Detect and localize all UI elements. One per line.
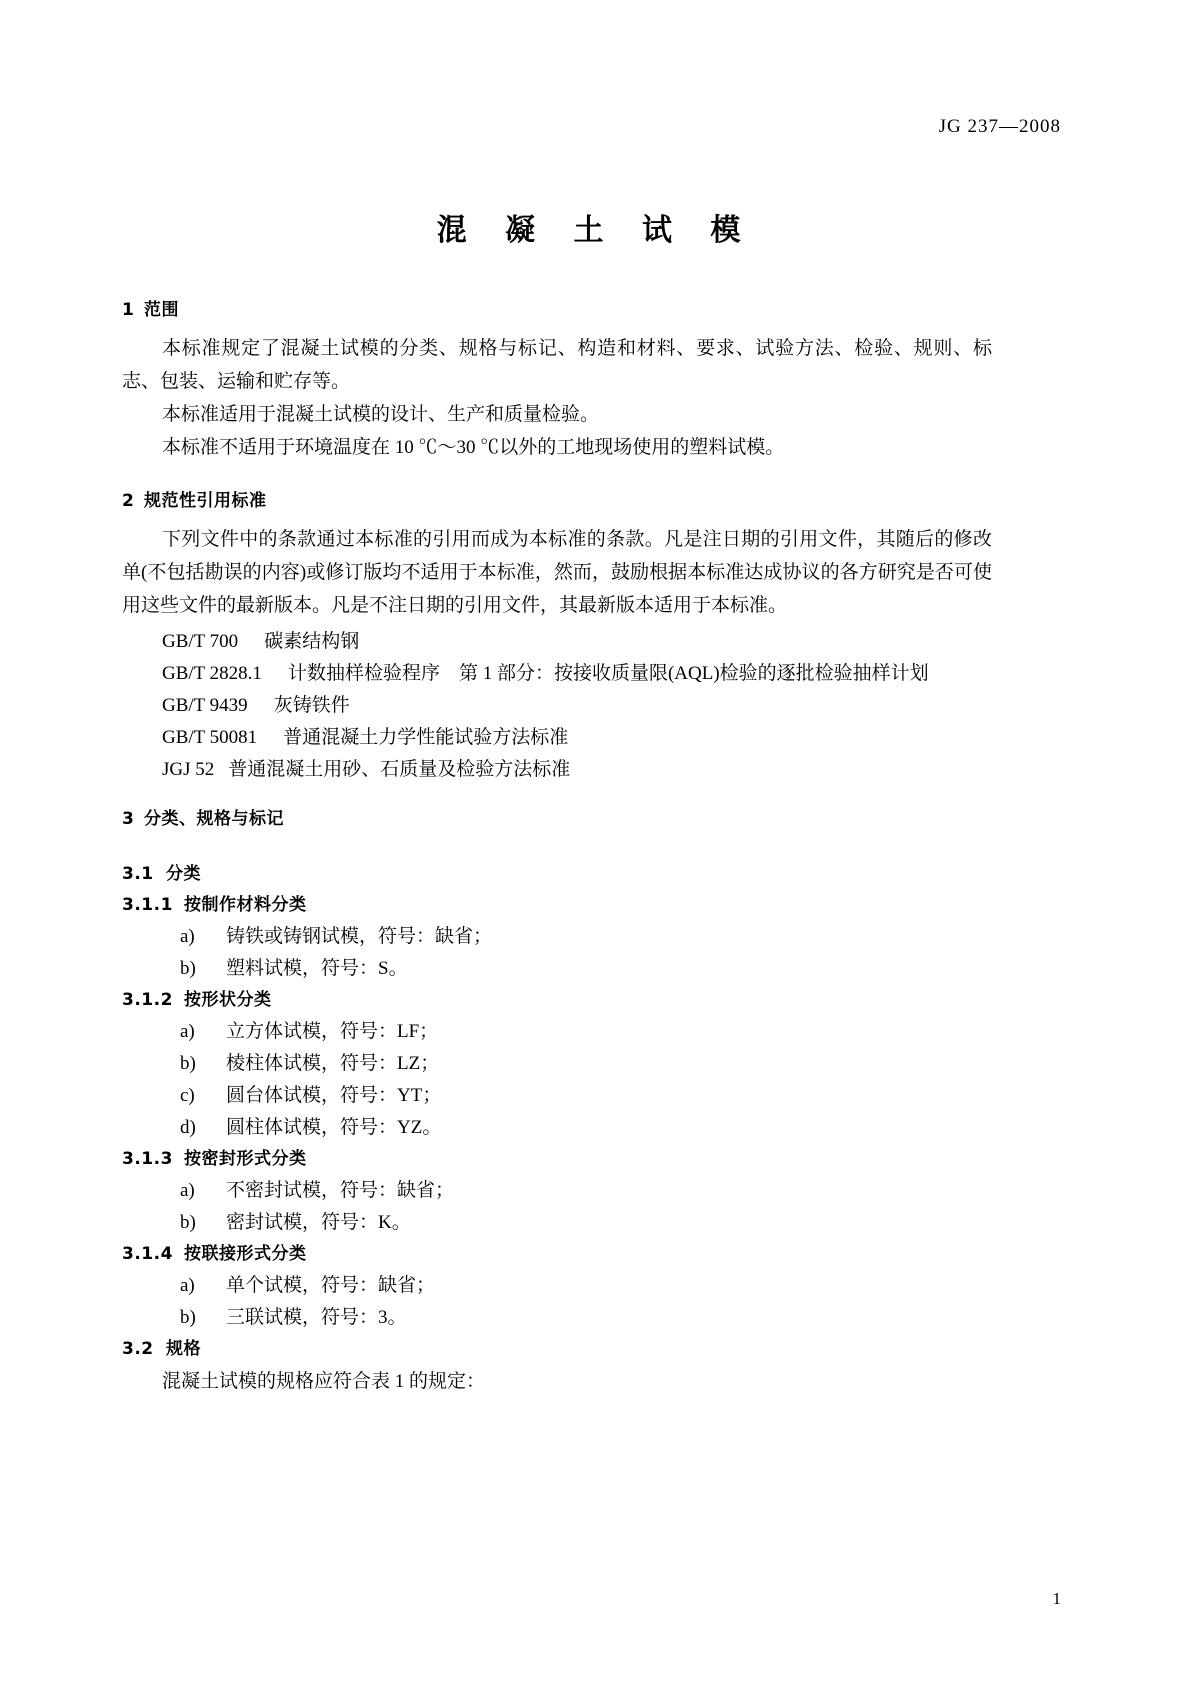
list-item bbox=[180, 1112, 992, 1144]
reference-item bbox=[162, 690, 992, 722]
list-item bbox=[180, 1080, 992, 1112]
list-item bbox=[180, 921, 992, 953]
list-item bbox=[180, 1207, 992, 1239]
document-content bbox=[122, 295, 992, 1398]
page-title: 混 凝 土 试 模 bbox=[436, 213, 755, 248]
list-item-label: b) bbox=[180, 1212, 196, 1233]
list-item-label: a) bbox=[180, 1180, 195, 1201]
section-title-3-1: 分类 bbox=[166, 864, 201, 884]
list-item-label: b) bbox=[180, 1053, 196, 1074]
section-heading-1 bbox=[122, 295, 992, 320]
section-title-1: 范围 bbox=[144, 300, 179, 320]
list-item-text: 立方体试模，符号：LF； bbox=[226, 1021, 439, 1042]
list-item bbox=[180, 1016, 992, 1048]
list-item-label: b) bbox=[180, 1307, 196, 1328]
list-item bbox=[180, 953, 992, 985]
section-title-3-1-2: 按形状分类 bbox=[184, 990, 272, 1010]
list-item-text: 三联试模，符号：3。 bbox=[226, 1307, 407, 1328]
section-number-3-2: 3.2 bbox=[122, 1339, 154, 1359]
section-heading-3-2 bbox=[122, 1334, 992, 1359]
list-item bbox=[180, 1048, 992, 1080]
list-item-text: 铸铁或铸钢试模，符号：缺省； bbox=[226, 926, 493, 947]
reference-name: 计数抽样检验程序 第 1 部分：按接收质量限(AQL)检验的逐批检验抽样计划 bbox=[287, 663, 929, 684]
reference-code: GB/T 50081 bbox=[162, 727, 258, 748]
reference-name: 灰铸铁件 bbox=[273, 695, 350, 716]
section-number-3: 3 bbox=[122, 809, 135, 829]
list-item-label: a) bbox=[180, 1021, 195, 1042]
reference-name: 普通混凝土力学性能试验方法标准 bbox=[283, 727, 569, 748]
reference-name: 碳素结构钢 bbox=[264, 631, 360, 652]
section-number-3-1-4: 3.1.4 bbox=[122, 1244, 173, 1264]
reference-item bbox=[162, 626, 992, 658]
reference-code: GB/T 9439 bbox=[162, 695, 248, 716]
list-item-label: c) bbox=[180, 1085, 195, 1106]
reference-code: GB/T 700 bbox=[162, 631, 239, 652]
reference-item bbox=[162, 658, 992, 690]
list-item bbox=[180, 1270, 992, 1302]
section-heading-3-1-2 bbox=[122, 985, 992, 1010]
reference-name: 普通混凝土用砂、石质量及检验方法标准 bbox=[228, 759, 571, 780]
section-number-1: 1 bbox=[122, 300, 135, 320]
list-item-label: d) bbox=[180, 1117, 196, 1138]
list-item-text: 圆台体试模，符号：YT； bbox=[226, 1085, 442, 1106]
section-title-3-1-1: 按制作材料分类 bbox=[184, 895, 307, 915]
section-title-3: 分类、规格与标记 bbox=[144, 809, 284, 829]
section-title-3-2: 规格 bbox=[166, 1339, 201, 1359]
list-item-text: 塑料试模，符号：S。 bbox=[226, 958, 408, 979]
section2-paragraph-1: 下列文件中的条款通过本标准的引用而成为本标准的条款。凡是注日期的引用文件，其随后的修改单(不包括勘误的内容)或修订版均不适用于本标准，然而，鼓励根据本标准达成协议的各方研究是否可使用这些文件的最新版本。凡是不注日期的引用文件，其最新版本适用于本标准。 bbox=[122, 529, 992, 616]
list-item-label: a) bbox=[180, 926, 195, 947]
section-heading-3 bbox=[122, 804, 992, 829]
list-item bbox=[180, 1175, 992, 1207]
section-heading-2 bbox=[122, 486, 992, 511]
reference-item bbox=[162, 722, 992, 754]
section-heading-3-1-4 bbox=[122, 1239, 992, 1264]
section1-paragraph-1: 本标准规定了混凝土试模的分类、规格与标记、构造和材料、要求、试验方法、检验、规则、标志、包装、运输和贮存等。 bbox=[122, 338, 992, 392]
section-heading-3-1 bbox=[122, 859, 992, 884]
list-item bbox=[180, 1302, 992, 1334]
spacer bbox=[122, 786, 992, 804]
section-number-3-1-3: 3.1.3 bbox=[122, 1149, 173, 1169]
list-item-text: 棱柱体试模，符号：LZ； bbox=[226, 1053, 440, 1074]
section-title-2: 规范性引用标准 bbox=[144, 491, 267, 511]
section-title-3-1-4: 按联接形式分类 bbox=[184, 1244, 307, 1264]
page-number: 1 bbox=[1052, 1589, 1061, 1608]
section-number-2: 2 bbox=[122, 491, 135, 511]
list-item-text: 密封试模，符号：K。 bbox=[226, 1212, 411, 1233]
section-heading-3-1-1 bbox=[122, 890, 992, 915]
section-number-3-1-2: 3.1.2 bbox=[122, 990, 173, 1010]
section3-2-paragraph-1: 混凝土试模的规格应符合表 1 的规定： bbox=[162, 1371, 486, 1392]
list-item-text: 圆柱体试模，符号：YZ。 bbox=[226, 1117, 442, 1138]
section-title-3-1-3: 按密封形式分类 bbox=[184, 1149, 307, 1169]
list-item-text: 单个试模，符号：缺省； bbox=[226, 1275, 436, 1296]
section-number-3-1: 3.1 bbox=[122, 864, 154, 884]
list-item-label: a) bbox=[180, 1275, 195, 1296]
spacer bbox=[122, 468, 992, 486]
standard-code-header: JG 237—2008 bbox=[938, 116, 1061, 137]
section-heading-3-1-3 bbox=[122, 1144, 992, 1169]
list-item-text: 不密封试模，符号：缺省； bbox=[226, 1180, 455, 1201]
spacer bbox=[122, 841, 992, 859]
reference-item bbox=[162, 754, 992, 786]
reference-code: JGJ 52 bbox=[162, 759, 215, 780]
list-item-label: b) bbox=[180, 958, 196, 979]
section-number-3-1-1: 3.1.1 bbox=[122, 895, 173, 915]
section1-paragraph-3: 本标准不适用于环境温度在 10 ℃～30 ℃以外的工地现场使用的塑料试模。 bbox=[162, 437, 785, 458]
section1-paragraph-2: 本标准适用于混凝土试模的设计、生产和质量检验。 bbox=[162, 404, 600, 425]
reference-code: GB/T 2828.1 bbox=[162, 663, 262, 684]
